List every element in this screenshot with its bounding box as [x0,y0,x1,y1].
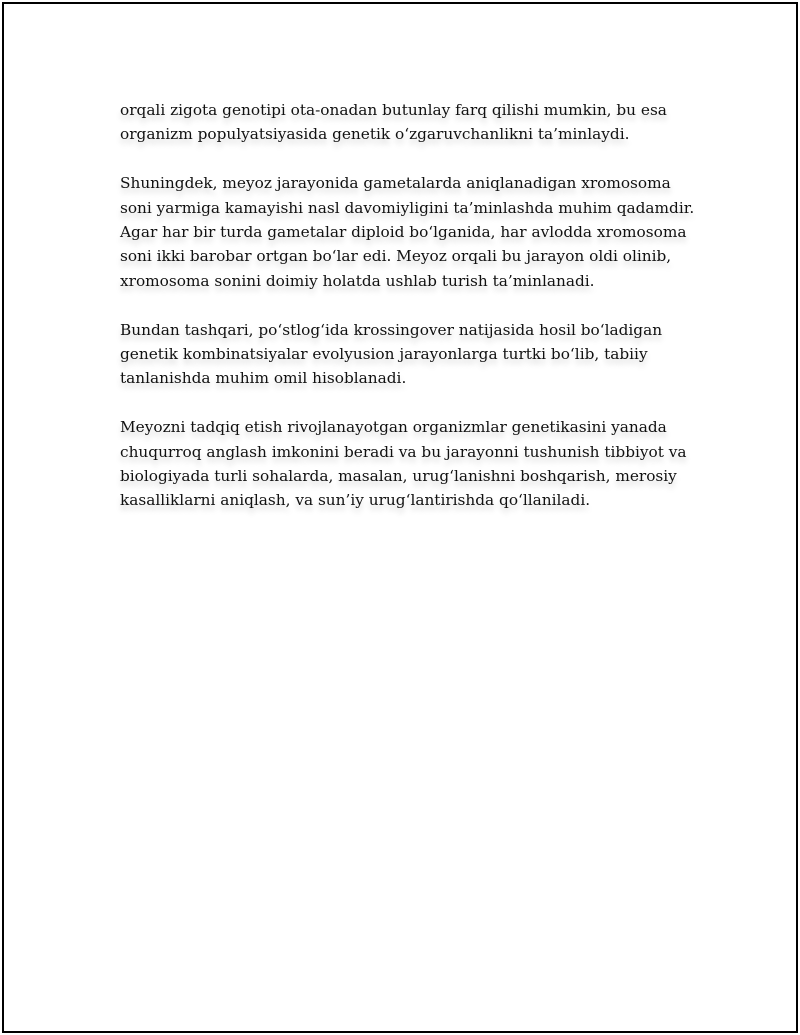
paragraph-2: Shuningdek, meyoz jarayonida gametalarda aniqlanadigan xromosoma soni yarmiga kamayishi nasl davomiyligini ta’minlashda muhim qadamdir. Agar har bir turda gametalar diploid bo‘lganida, har avlodda xromosoma soni ikki barobar ortgan bo‘lar edi. Meyoz orqali bu jarayon oldi olinib, xromosoma sonini doimiy holatda ushlab turish ta’minlanadi. [120,174,695,290]
paragraph-4: Meyozni tadqiq etish rivojlanayotgan organizmlar genetikasini yanada chuqurroq anglash imkonini beradi va bu jarayonni tushunish tibbiyot va biologiyada turli sohalarda, masalan, urug‘lanishni boshqarish, merosiy kasalliklarni aniqlash, va sun’iy urug‘lantirishda qo‘llaniladi. [120,418,687,510]
paragraph-1: orqali zigota genotipi ota-onadan butunlay farq qilishi mumkin, bu esa organizm populyatsiyasida genetik o‘zgaruvchanlikni ta’minlaydi. [120,101,667,144]
document-page [2,2,798,1033]
document-body [120,98,700,537]
paragraph-3: Bundan tashqari, po‘stlog‘ida krossingover natijasida hosil bo‘ladigan genetik kombinatsiyalar evolyusion jarayonlarga turtki bo‘lib, tabiiy tanlanishda muhim omil hisoblanadi. [120,320,663,388]
